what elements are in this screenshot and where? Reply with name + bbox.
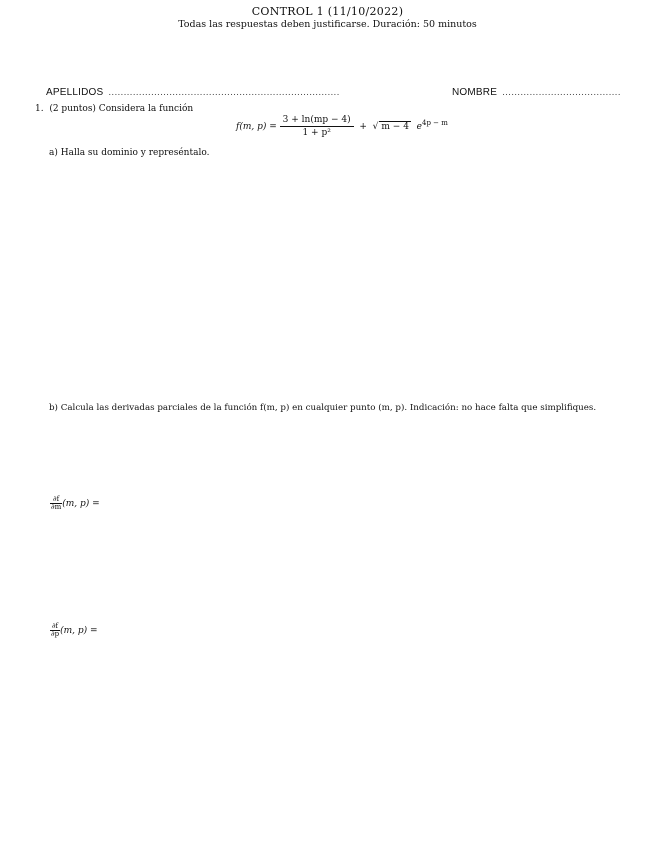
sqrt-symbol: √ <box>372 122 379 132</box>
part-b-prompt: b) Calcula las derivadas parciales de la función f(m, p) en cualquier punto (m, p). Indicación: no hace falta que simplifiques. <box>49 403 597 413</box>
surname-label: APELLIDOS <box>46 87 104 98</box>
question-1-heading <box>35 104 193 114</box>
name-field <box>452 80 621 99</box>
name-label: NOMBRE <box>452 87 498 98</box>
part-a-prompt: a) Halla su dominio y represéntalo. <box>49 148 210 158</box>
exp-exponent: 4p − m <box>422 119 448 127</box>
sqrt-radicand: m − 4 <box>381 122 409 132</box>
exp-base: e <box>416 122 422 132</box>
partial-m-denominator: ∂m <box>51 503 62 511</box>
surname-blank: ............................................................................ <box>108 88 340 97</box>
question-intro: (2 puntos) Considera la función <box>49 104 194 114</box>
surname-field <box>46 80 340 99</box>
partial-p-fraction <box>50 623 60 638</box>
function-formula <box>236 114 448 139</box>
exam-instructions: Todas las respuestas deben justificarse. Duración: 50 minutos <box>178 19 477 30</box>
formula-lhs: f(m, p) = <box>236 122 277 132</box>
fraction-numerator: 3 + ln(mp − 4) <box>280 114 354 127</box>
name-blank: ....................................... <box>502 88 621 97</box>
question-number: 1. <box>35 104 44 114</box>
partial-p-denominator: ∂p <box>51 630 60 638</box>
partial-derivative-p <box>50 623 98 638</box>
partial-p-numerator: ∂f <box>51 622 59 630</box>
partial-m-numerator: ∂f <box>50 496 62 504</box>
formula-plus: + <box>359 122 367 132</box>
exam-title: CONTROL 1 (11/10/2022) <box>251 5 404 18</box>
partial-derivative-m <box>50 496 100 511</box>
partial-m-fraction <box>50 496 62 511</box>
partial-m-args: (m, p) = <box>62 499 100 509</box>
partial-p-args: (m, p) = <box>60 626 98 636</box>
formula-fraction <box>280 114 354 139</box>
fraction-denominator: 1 + p² <box>302 128 331 138</box>
